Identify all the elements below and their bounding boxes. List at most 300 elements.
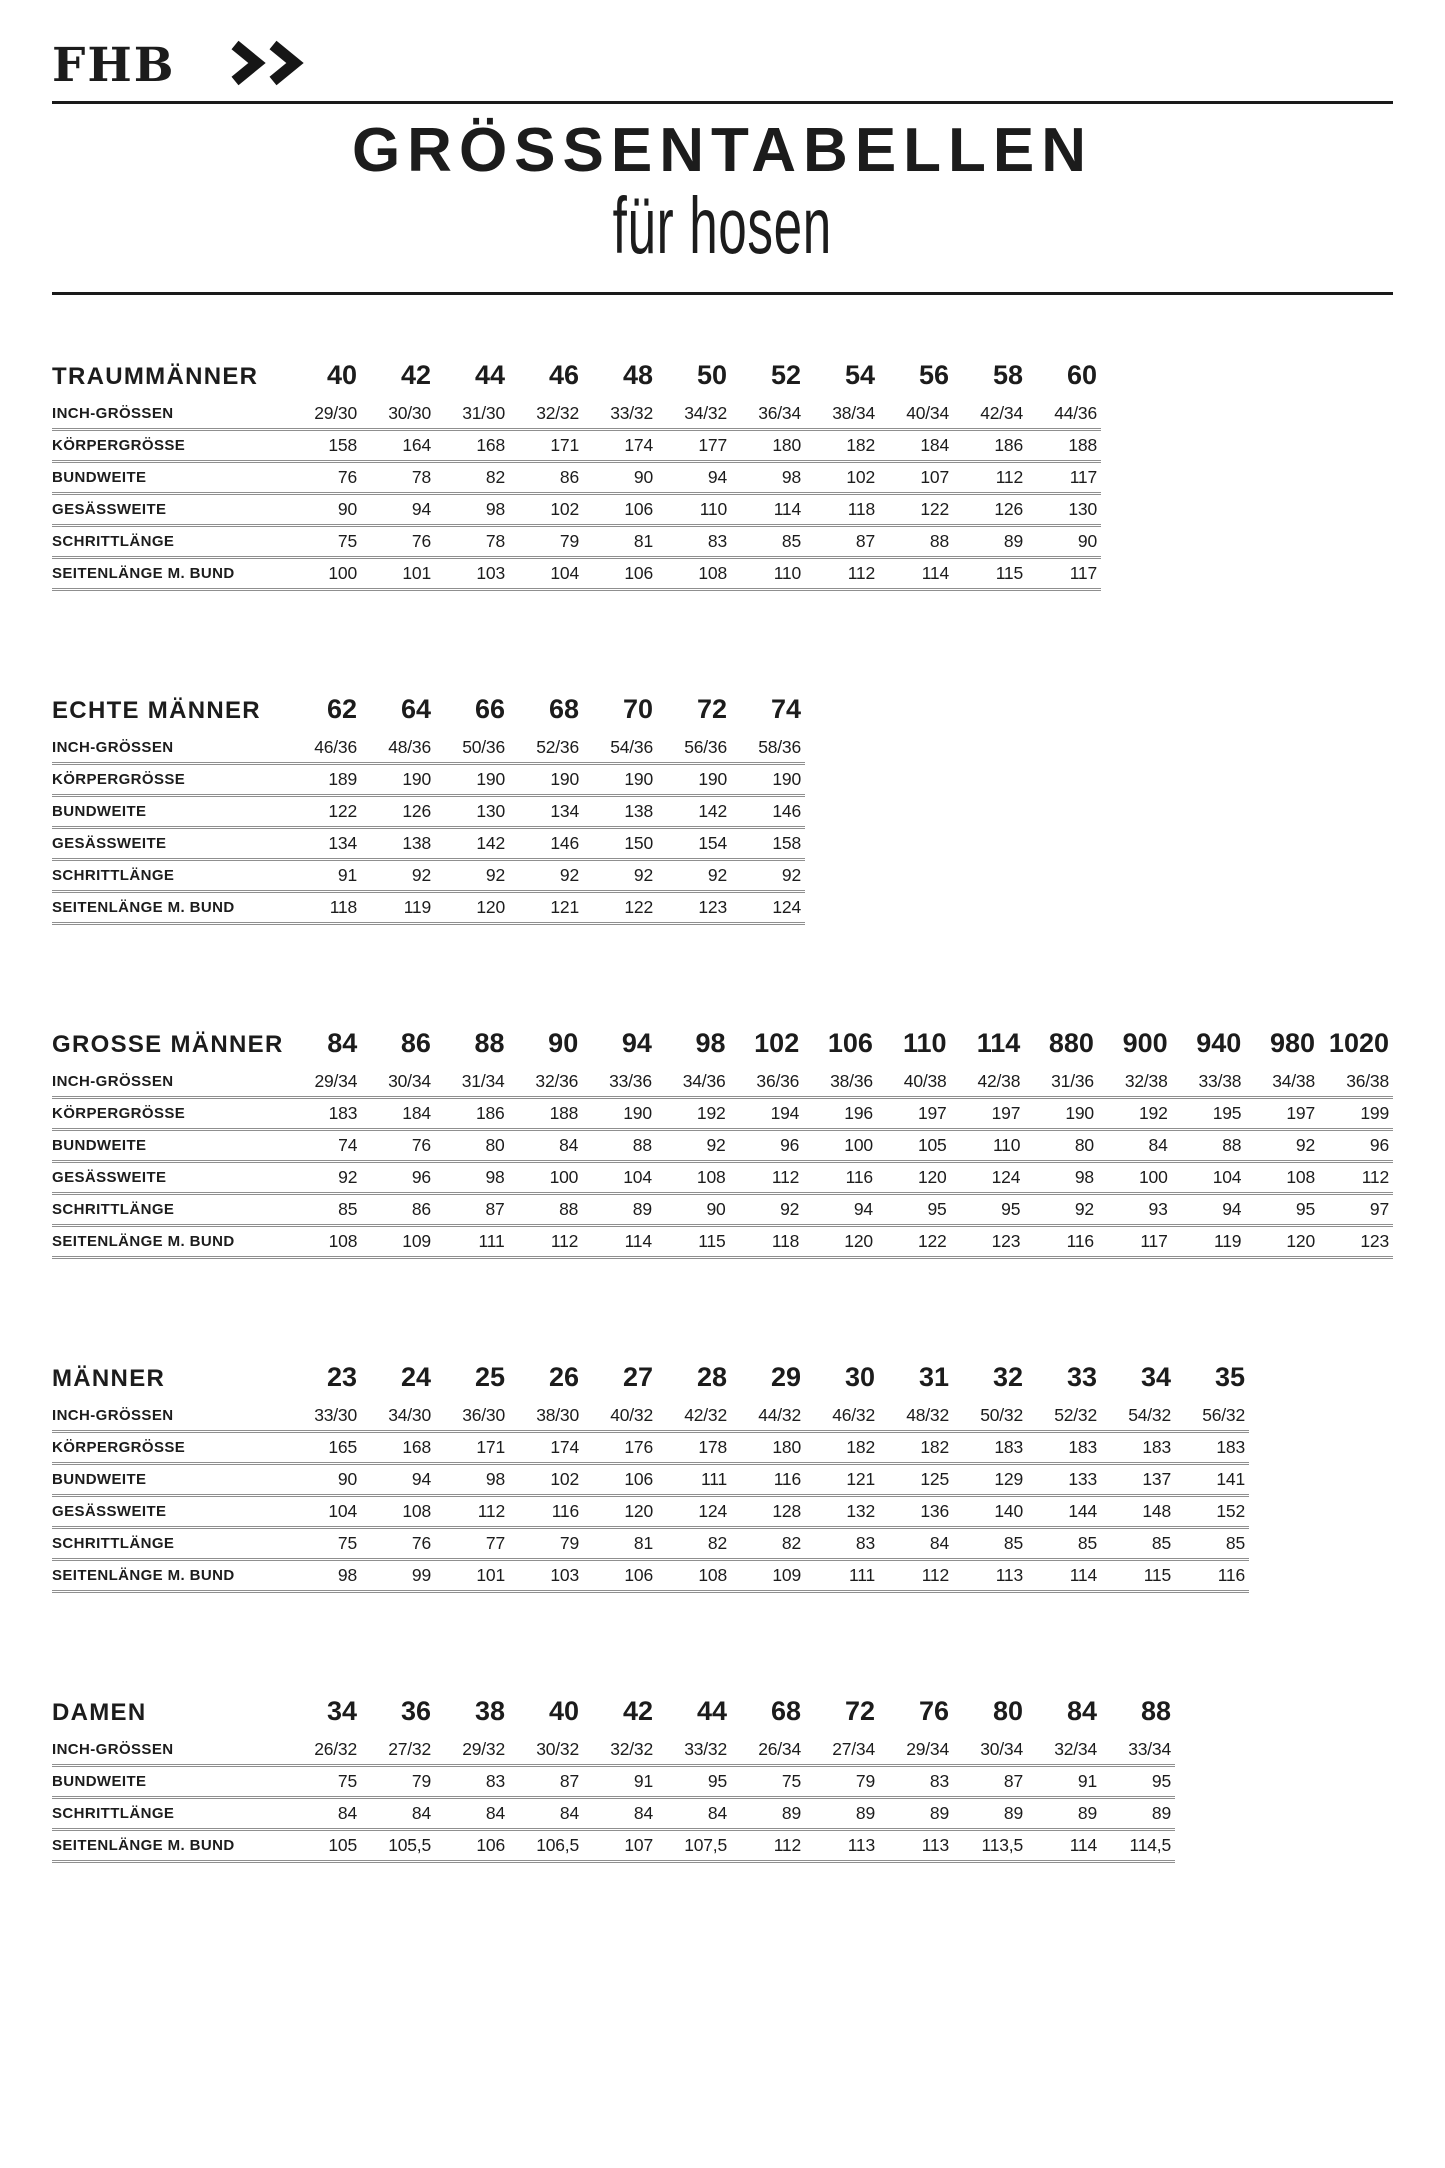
value-cell: 95 bbox=[951, 1194, 1025, 1226]
value-cell: 85 bbox=[953, 1528, 1027, 1560]
value-cell: 92 bbox=[730, 1194, 804, 1226]
size-header-cell: 880 bbox=[1048, 1028, 1094, 1058]
value-cell: 98 bbox=[731, 462, 805, 494]
value-cell: 48/36 bbox=[361, 733, 435, 764]
value-cell: 118 bbox=[805, 494, 879, 526]
value-cell: 195 bbox=[1172, 1098, 1246, 1130]
value-cell: 192 bbox=[1098, 1098, 1172, 1130]
value-cell: 112 bbox=[879, 1560, 953, 1592]
value-cell: 44/32 bbox=[731, 1401, 805, 1432]
value-cell: 188 bbox=[509, 1098, 583, 1130]
value-cell: 76 bbox=[361, 1528, 435, 1560]
value-cell: 92 bbox=[656, 1130, 730, 1162]
value-cell: 111 bbox=[805, 1560, 879, 1592]
value-cell: 121 bbox=[509, 892, 583, 924]
value-cell: 184 bbox=[879, 430, 953, 462]
value-cell: 192 bbox=[656, 1098, 730, 1130]
value-cell: 113,5 bbox=[953, 1830, 1027, 1862]
value-cell: 128 bbox=[731, 1496, 805, 1528]
value-cell: 88 bbox=[582, 1130, 656, 1162]
value-cell: 114 bbox=[1027, 1560, 1101, 1592]
row-label: BUNDWEITE bbox=[52, 1464, 287, 1496]
value-cell: 102 bbox=[509, 1464, 583, 1496]
value-cell: 184 bbox=[361, 1098, 435, 1130]
value-cell: 96 bbox=[1319, 1130, 1393, 1162]
value-cell: 119 bbox=[361, 892, 435, 924]
value-cell: 92 bbox=[361, 860, 435, 892]
size-header-cell: 940 bbox=[1196, 1028, 1242, 1058]
value-cell: 94 bbox=[657, 462, 731, 494]
row-label: KÖRPERGRÖSSE bbox=[52, 430, 287, 462]
value-cell: 123 bbox=[1319, 1226, 1393, 1258]
value-cell: 40/32 bbox=[583, 1401, 657, 1432]
size-header-cell: 46 bbox=[548, 360, 579, 390]
value-cell: 101 bbox=[435, 1560, 509, 1592]
measure-row bbox=[52, 1162, 1393, 1194]
value-cell: 95 bbox=[877, 1194, 951, 1226]
row-label: SEITENLÄNGE M. BUND bbox=[52, 892, 287, 924]
value-cell: 106 bbox=[435, 1830, 509, 1862]
value-cell: 109 bbox=[731, 1560, 805, 1592]
value-cell: 189 bbox=[287, 764, 361, 796]
value-cell: 124 bbox=[731, 892, 805, 924]
size-header-cell: 66 bbox=[474, 694, 505, 724]
value-cell: 132 bbox=[805, 1496, 879, 1528]
value-cell: 79 bbox=[361, 1766, 435, 1798]
value-cell: 176 bbox=[583, 1432, 657, 1464]
row-label: GESÄSSWEITE bbox=[52, 828, 287, 860]
size-header-row bbox=[52, 1677, 1175, 1735]
measure-row bbox=[52, 1130, 1393, 1162]
value-cell: 194 bbox=[730, 1098, 804, 1130]
row-label: SEITENLÄNGE M. BUND bbox=[52, 1226, 288, 1258]
value-cell: 36/38 bbox=[1319, 1067, 1393, 1098]
value-cell: 114 bbox=[582, 1226, 656, 1258]
value-cell: 120 bbox=[435, 892, 509, 924]
value-cell: 186 bbox=[435, 1098, 509, 1130]
value-cell: 133 bbox=[1027, 1464, 1101, 1496]
value-cell: 79 bbox=[509, 1528, 583, 1560]
value-cell: 87 bbox=[435, 1194, 509, 1226]
value-cell: 190 bbox=[731, 764, 805, 796]
value-cell: 117 bbox=[1027, 558, 1101, 590]
row-label: SCHRITTLÄNGE bbox=[52, 860, 287, 892]
value-cell: 120 bbox=[803, 1226, 877, 1258]
value-cell: 92 bbox=[435, 860, 509, 892]
value-cell: 40/38 bbox=[877, 1067, 951, 1098]
size-header-cell: 24 bbox=[400, 1362, 431, 1392]
value-cell: 178 bbox=[657, 1432, 731, 1464]
value-cell: 144 bbox=[1027, 1496, 1101, 1528]
size-header-cell: 76 bbox=[918, 1696, 949, 1726]
value-cell: 90 bbox=[1027, 526, 1101, 558]
measure-row bbox=[52, 860, 805, 892]
value-cell: 33/32 bbox=[657, 1735, 731, 1766]
size-header-cell: 94 bbox=[621, 1028, 652, 1058]
row-label: KÖRPERGRÖSSE bbox=[52, 764, 287, 796]
row-label: BUNDWEITE bbox=[52, 1130, 288, 1162]
size-header-cell: 68 bbox=[548, 694, 579, 724]
value-cell: 106 bbox=[583, 1560, 657, 1592]
measure-row bbox=[52, 494, 1101, 526]
size-header-cell: 58 bbox=[992, 360, 1023, 390]
measure-row bbox=[52, 1067, 1393, 1098]
value-cell: 121 bbox=[805, 1464, 879, 1496]
value-cell: 99 bbox=[361, 1560, 435, 1592]
value-cell: 152 bbox=[1175, 1496, 1249, 1528]
value-cell: 54/32 bbox=[1101, 1401, 1175, 1432]
size-header-cell: 106 bbox=[827, 1028, 873, 1058]
value-cell: 123 bbox=[951, 1226, 1025, 1258]
value-cell: 38/34 bbox=[805, 399, 879, 430]
value-cell: 116 bbox=[731, 1464, 805, 1496]
row-label: SCHRITTLÄNGE bbox=[52, 1528, 287, 1560]
size-header-cell: 27 bbox=[622, 1362, 653, 1392]
measure-row bbox=[52, 796, 805, 828]
measure-row bbox=[52, 526, 1101, 558]
table-title: ECHTE MÄNNER bbox=[52, 697, 261, 724]
size-header-cell: 35 bbox=[1214, 1362, 1245, 1392]
value-cell: 94 bbox=[1172, 1194, 1246, 1226]
size-header-row bbox=[52, 675, 805, 733]
value-cell: 88 bbox=[879, 526, 953, 558]
value-cell: 92 bbox=[731, 860, 805, 892]
value-cell: 125 bbox=[879, 1464, 953, 1496]
value-cell: 80 bbox=[1024, 1130, 1098, 1162]
value-cell: 32/38 bbox=[1098, 1067, 1172, 1098]
value-cell: 27/32 bbox=[361, 1735, 435, 1766]
value-cell: 196 bbox=[803, 1098, 877, 1130]
row-label: SCHRITTLÄNGE bbox=[52, 526, 287, 558]
value-cell: 108 bbox=[656, 1162, 730, 1194]
value-cell: 32/32 bbox=[583, 1735, 657, 1766]
value-cell: 32/32 bbox=[509, 399, 583, 430]
value-cell: 86 bbox=[361, 1194, 435, 1226]
value-cell: 130 bbox=[435, 796, 509, 828]
value-cell: 93 bbox=[1098, 1194, 1172, 1226]
value-cell: 36/34 bbox=[731, 399, 805, 430]
value-cell: 112 bbox=[805, 558, 879, 590]
value-cell: 115 bbox=[1101, 1560, 1175, 1592]
value-cell: 32/36 bbox=[509, 1067, 583, 1098]
value-cell: 107 bbox=[583, 1830, 657, 1862]
value-cell: 88 bbox=[509, 1194, 583, 1226]
row-label: KÖRPERGRÖSSE bbox=[52, 1098, 288, 1130]
value-cell: 190 bbox=[582, 1098, 656, 1130]
size-header-cell: 1020 bbox=[1328, 1028, 1389, 1058]
value-cell: 85 bbox=[288, 1194, 362, 1226]
size-header-cell: 900 bbox=[1122, 1028, 1168, 1058]
value-cell: 87 bbox=[805, 526, 879, 558]
value-cell: 190 bbox=[1024, 1098, 1098, 1130]
size-header-cell: 64 bbox=[400, 694, 431, 724]
value-cell: 81 bbox=[583, 1528, 657, 1560]
value-cell: 122 bbox=[879, 494, 953, 526]
value-cell: 85 bbox=[1027, 1528, 1101, 1560]
size-table-grosse-manner bbox=[52, 1009, 1393, 1259]
value-cell: 58/36 bbox=[731, 733, 805, 764]
row-label: BUNDWEITE bbox=[52, 462, 287, 494]
size-header-row bbox=[52, 1343, 1249, 1401]
value-cell: 183 bbox=[953, 1432, 1027, 1464]
value-cell: 134 bbox=[287, 828, 361, 860]
value-cell: 42/34 bbox=[953, 399, 1027, 430]
size-header-cell: 68 bbox=[770, 1696, 801, 1726]
value-cell: 79 bbox=[509, 526, 583, 558]
value-cell: 36/36 bbox=[730, 1067, 804, 1098]
value-cell: 126 bbox=[361, 796, 435, 828]
size-header-cell: 84 bbox=[1066, 1696, 1097, 1726]
value-cell: 197 bbox=[1245, 1098, 1319, 1130]
size-header-cell: 70 bbox=[622, 694, 653, 724]
value-cell: 164 bbox=[361, 430, 435, 462]
value-cell: 36/30 bbox=[435, 1401, 509, 1432]
value-cell: 118 bbox=[287, 892, 361, 924]
value-cell: 84 bbox=[509, 1130, 583, 1162]
value-cell: 97 bbox=[1319, 1194, 1393, 1226]
value-cell: 138 bbox=[583, 796, 657, 828]
table-title: MÄNNER bbox=[52, 1365, 166, 1392]
value-cell: 183 bbox=[1101, 1432, 1175, 1464]
value-cell: 116 bbox=[1175, 1560, 1249, 1592]
value-cell: 31/34 bbox=[435, 1067, 509, 1098]
measure-row bbox=[52, 430, 1101, 462]
value-cell: 86 bbox=[509, 462, 583, 494]
value-cell: 126 bbox=[953, 494, 1027, 526]
value-cell: 95 bbox=[1101, 1766, 1175, 1798]
value-cell: 183 bbox=[288, 1098, 362, 1130]
value-cell: 46/36 bbox=[287, 733, 361, 764]
value-cell: 100 bbox=[1098, 1162, 1172, 1194]
value-cell: 98 bbox=[1024, 1162, 1098, 1194]
value-cell: 182 bbox=[805, 1432, 879, 1464]
value-cell: 27/34 bbox=[805, 1735, 879, 1766]
value-cell: 158 bbox=[287, 430, 361, 462]
value-cell: 30/32 bbox=[509, 1735, 583, 1766]
value-cell: 114 bbox=[879, 558, 953, 590]
value-cell: 116 bbox=[803, 1162, 877, 1194]
value-cell: 83 bbox=[657, 526, 731, 558]
row-label: INCH-GRÖSSEN bbox=[52, 1735, 287, 1766]
value-cell: 177 bbox=[657, 430, 731, 462]
value-cell: 84 bbox=[287, 1798, 361, 1830]
value-cell: 31/30 bbox=[435, 399, 509, 430]
value-cell: 92 bbox=[1245, 1130, 1319, 1162]
size-header-cell: 25 bbox=[474, 1362, 505, 1392]
value-cell: 142 bbox=[435, 828, 509, 860]
size-header-cell: 86 bbox=[400, 1028, 431, 1058]
value-cell: 92 bbox=[509, 860, 583, 892]
value-cell: 106 bbox=[583, 558, 657, 590]
value-cell: 129 bbox=[953, 1464, 1027, 1496]
double-chevron-icon bbox=[228, 40, 306, 91]
value-cell: 108 bbox=[657, 1560, 731, 1592]
size-header-row bbox=[52, 341, 1101, 399]
value-cell: 120 bbox=[583, 1496, 657, 1528]
value-cell: 82 bbox=[731, 1528, 805, 1560]
value-cell: 136 bbox=[879, 1496, 953, 1528]
page-subtitle: für hosen bbox=[612, 181, 833, 270]
measure-row bbox=[52, 1098, 1393, 1130]
value-cell: 94 bbox=[803, 1194, 877, 1226]
value-cell: 108 bbox=[657, 558, 731, 590]
size-header-cell: 29 bbox=[770, 1362, 801, 1392]
value-cell: 113 bbox=[879, 1830, 953, 1862]
value-cell: 76 bbox=[361, 526, 435, 558]
value-cell: 90 bbox=[287, 494, 361, 526]
size-table-manner bbox=[52, 1343, 1249, 1593]
value-cell: 44/36 bbox=[1027, 399, 1101, 430]
value-cell: 85 bbox=[1175, 1528, 1249, 1560]
value-cell: 74 bbox=[288, 1130, 362, 1162]
value-cell: 182 bbox=[879, 1432, 953, 1464]
value-cell: 183 bbox=[1027, 1432, 1101, 1464]
value-cell: 105 bbox=[877, 1130, 951, 1162]
value-cell: 98 bbox=[435, 1162, 509, 1194]
table-title: DAMEN bbox=[52, 1699, 147, 1726]
row-label: INCH-GRÖSSEN bbox=[52, 733, 287, 764]
size-header-cell: 40 bbox=[548, 1696, 579, 1726]
value-cell: 108 bbox=[288, 1226, 362, 1258]
value-cell: 75 bbox=[287, 1766, 361, 1798]
value-cell: 182 bbox=[805, 430, 879, 462]
value-cell: 112 bbox=[435, 1496, 509, 1528]
value-cell: 34/30 bbox=[361, 1401, 435, 1432]
value-cell: 98 bbox=[435, 494, 509, 526]
value-cell: 104 bbox=[509, 558, 583, 590]
value-cell: 120 bbox=[877, 1162, 951, 1194]
value-cell: 79 bbox=[805, 1766, 879, 1798]
value-cell: 113 bbox=[805, 1830, 879, 1862]
value-cell: 120 bbox=[1245, 1226, 1319, 1258]
measure-row bbox=[52, 1830, 1175, 1862]
value-cell: 38/36 bbox=[803, 1067, 877, 1098]
size-header-cell: 33 bbox=[1066, 1362, 1097, 1392]
value-cell: 30/30 bbox=[361, 399, 435, 430]
value-cell: 106 bbox=[583, 494, 657, 526]
value-cell: 109 bbox=[361, 1226, 435, 1258]
value-cell: 190 bbox=[509, 764, 583, 796]
value-cell: 95 bbox=[1245, 1194, 1319, 1226]
size-header-cell: 44 bbox=[474, 360, 505, 390]
size-header-cell: 62 bbox=[326, 694, 357, 724]
size-header-cell: 60 bbox=[1066, 360, 1097, 390]
value-cell: 54/36 bbox=[583, 733, 657, 764]
value-cell: 84 bbox=[1098, 1130, 1172, 1162]
value-cell: 89 bbox=[953, 1798, 1027, 1830]
row-label: SEITENLÄNGE M. BUND bbox=[52, 558, 287, 590]
value-cell: 29/34 bbox=[879, 1735, 953, 1766]
size-header-cell: 38 bbox=[474, 1696, 505, 1726]
value-cell: 77 bbox=[435, 1528, 509, 1560]
value-cell: 138 bbox=[361, 828, 435, 860]
size-header-cell: 74 bbox=[770, 694, 801, 724]
measure-row bbox=[52, 892, 805, 924]
measure-row bbox=[52, 1496, 1249, 1528]
value-cell: 56/36 bbox=[657, 733, 731, 764]
value-cell: 84 bbox=[435, 1798, 509, 1830]
value-cell: 91 bbox=[1027, 1766, 1101, 1798]
value-cell: 114 bbox=[1027, 1830, 1101, 1862]
value-cell: 124 bbox=[657, 1496, 731, 1528]
value-cell: 84 bbox=[583, 1798, 657, 1830]
value-cell: 85 bbox=[1101, 1528, 1175, 1560]
value-cell: 31/36 bbox=[1024, 1067, 1098, 1098]
value-cell: 34/38 bbox=[1245, 1067, 1319, 1098]
value-cell: 134 bbox=[509, 796, 583, 828]
row-label: GESÄSSWEITE bbox=[52, 1496, 287, 1528]
value-cell: 103 bbox=[435, 558, 509, 590]
value-cell: 118 bbox=[730, 1226, 804, 1258]
value-cell: 100 bbox=[803, 1130, 877, 1162]
value-cell: 30/34 bbox=[361, 1067, 435, 1098]
value-cell: 33/36 bbox=[582, 1067, 656, 1098]
value-cell: 110 bbox=[951, 1130, 1025, 1162]
row-label: SEITENLÄNGE M. BUND bbox=[52, 1830, 287, 1862]
table-title: TRAUMMÄNNER bbox=[52, 363, 259, 390]
size-header-cell: 72 bbox=[844, 1696, 875, 1726]
size-header-cell: 90 bbox=[548, 1028, 579, 1058]
value-cell: 199 bbox=[1319, 1098, 1393, 1130]
value-cell: 115 bbox=[953, 558, 1027, 590]
value-cell: 56/32 bbox=[1175, 1401, 1249, 1432]
top-divider bbox=[52, 101, 1393, 104]
measure-row bbox=[52, 1432, 1249, 1464]
value-cell: 140 bbox=[953, 1496, 1027, 1528]
value-cell: 110 bbox=[731, 558, 805, 590]
value-cell: 29/32 bbox=[435, 1735, 509, 1766]
value-cell: 89 bbox=[879, 1798, 953, 1830]
value-cell: 112 bbox=[730, 1162, 804, 1194]
value-cell: 88 bbox=[1172, 1130, 1246, 1162]
value-cell: 111 bbox=[657, 1464, 731, 1496]
value-cell: 171 bbox=[509, 430, 583, 462]
value-cell: 89 bbox=[805, 1798, 879, 1830]
measure-row bbox=[52, 733, 805, 764]
value-cell: 106,5 bbox=[509, 1830, 583, 1862]
size-header-cell: 80 bbox=[992, 1696, 1023, 1726]
fhb-logo: FHB bbox=[52, 37, 176, 93]
value-cell: 154 bbox=[657, 828, 731, 860]
value-cell: 26/34 bbox=[731, 1735, 805, 1766]
value-cell: 108 bbox=[1245, 1162, 1319, 1194]
size-header-cell: 72 bbox=[696, 694, 727, 724]
size-header-cell: 30 bbox=[844, 1362, 875, 1392]
value-cell: 111 bbox=[435, 1226, 509, 1258]
value-cell: 186 bbox=[953, 430, 1027, 462]
value-cell: 174 bbox=[583, 430, 657, 462]
value-cell: 106 bbox=[583, 1464, 657, 1496]
value-cell: 112 bbox=[1319, 1162, 1393, 1194]
value-cell: 113 bbox=[953, 1560, 1027, 1592]
title-divider bbox=[52, 292, 1393, 295]
row-label: SCHRITTLÄNGE bbox=[52, 1798, 287, 1830]
value-cell: 48/32 bbox=[879, 1401, 953, 1432]
value-cell: 87 bbox=[953, 1766, 1027, 1798]
size-header-cell: 28 bbox=[696, 1362, 727, 1392]
value-cell: 90 bbox=[287, 1464, 361, 1496]
size-header-cell: 980 bbox=[1269, 1028, 1315, 1058]
value-cell: 84 bbox=[361, 1798, 435, 1830]
size-header-cell: 42 bbox=[622, 1696, 653, 1726]
size-header-cell: 48 bbox=[622, 360, 653, 390]
size-header-cell: 54 bbox=[844, 360, 875, 390]
value-cell: 102 bbox=[805, 462, 879, 494]
size-header-cell: 114 bbox=[976, 1028, 1021, 1058]
measure-row bbox=[52, 1401, 1249, 1432]
value-cell: 112 bbox=[731, 1830, 805, 1862]
table-title: GROSSE MÄNNER bbox=[52, 1031, 284, 1058]
